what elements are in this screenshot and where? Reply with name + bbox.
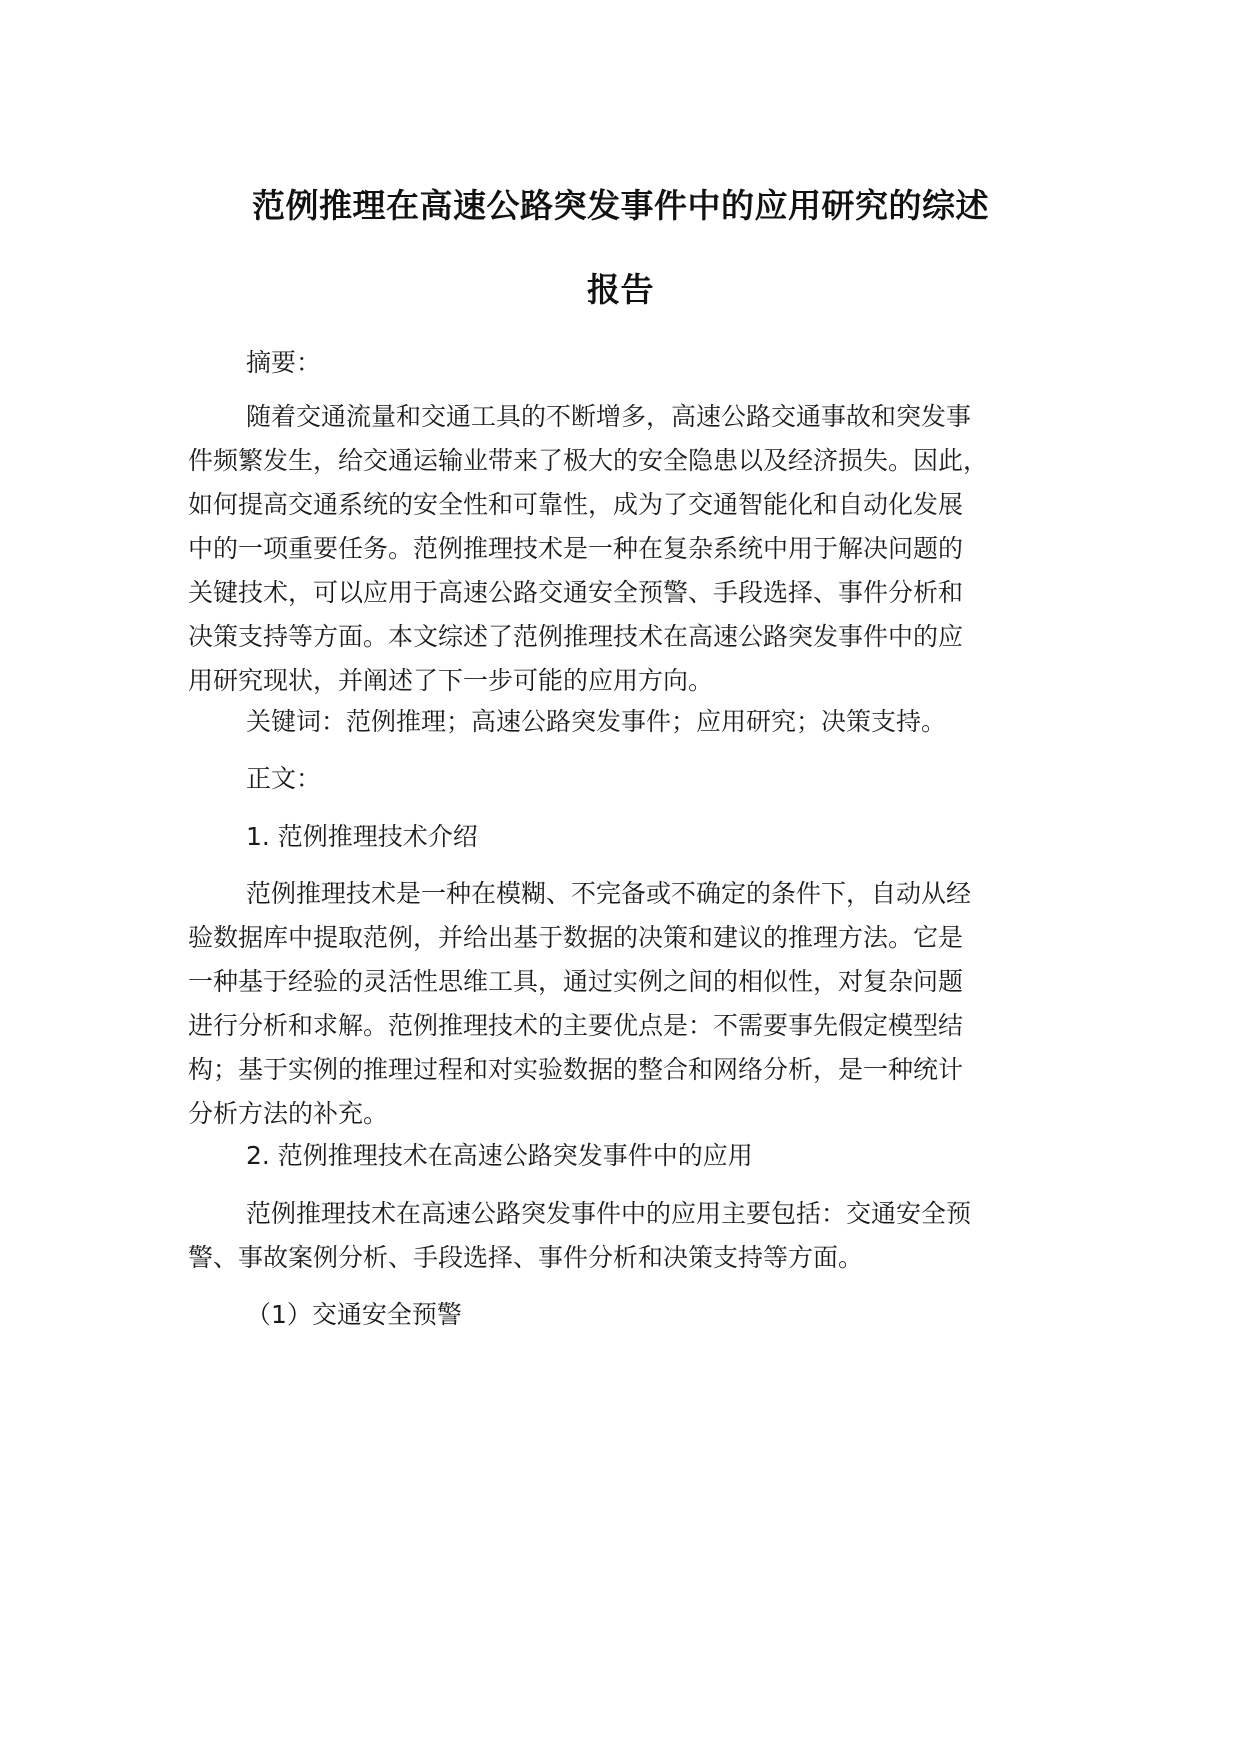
section-1-heading <box>188 815 1088 859</box>
section-2-heading <box>188 1134 1088 1178</box>
section-2-line: 警、事故案例分析、手段选择、事件分析和决策支持等方面。 <box>188 1243 864 1272</box>
abstract-line: 关键技术，可以应用于高速公路交通安全预警、手段选择、事件分析和 <box>188 578 964 607</box>
keywords-text: 关键词：范例推理；高速公路突发事件；应用研究；决策支持。 <box>246 707 947 736</box>
section-1-paragraph <box>188 872 1088 1136</box>
abstract-heading <box>188 341 1088 385</box>
section-2-line: 范例推理技术在高速公路突发事件中的应用主要包括：交通安全预 <box>246 1199 972 1228</box>
section-1-line: 验数据库中提取范例，并给出基于数据的决策和建议的推理方法。它是 <box>188 923 964 952</box>
subsection-1-heading-text: （1）交通安全预警 <box>246 1300 462 1329</box>
document-title-line-1: 范例推理在高速公路突发事件中的应用研究的综述 <box>252 186 989 225</box>
abstract-line: 用研究现状，并阐述了下一步可能的应用方向。 <box>188 666 714 695</box>
abstract-line: 如何提高交通系统的安全性和可靠性，成为了交通智能化和自动化发展 <box>188 490 964 519</box>
document-title-line-2: 报告 <box>587 270 654 309</box>
abstract-line: 件频繁发生，给交通运输业带来了极大的安全隐患以及经济损失。因此， <box>188 446 989 475</box>
section-1-line: 一种基于经验的灵活性思维工具，通过实例之间的相似性，对复杂问题 <box>188 967 964 996</box>
abstract-line: 随着交通流量和交通工具的不断增多，高速公路交通事故和突发事 <box>246 402 972 431</box>
subsection-1-heading <box>188 1293 1088 1337</box>
abstract-heading-text: 摘要： <box>246 348 322 377</box>
body-heading-text: 正文： <box>246 764 322 793</box>
abstract-paragraph <box>188 395 1088 703</box>
abstract-line: 中的一项重要任务。范例推理技术是一种在复杂系统中用于解决问题的 <box>188 534 964 563</box>
section-1-line: 分析方法的补充。 <box>188 1099 389 1128</box>
section-2-paragraph <box>188 1192 1088 1280</box>
keywords-paragraph <box>188 700 1088 744</box>
body-heading <box>188 757 1088 801</box>
section-1-line: 构；基于实例的推理过程和对实验数据的整合和网络分析，是一种统计 <box>188 1055 964 1084</box>
abstract-line: 决策支持等方面。本文综述了范例推理技术在高速公路突发事件中的应 <box>188 622 964 651</box>
section-2-heading-text: 2. 范例推理技术在高速公路突发事件中的应用 <box>246 1141 753 1170</box>
section-1-heading-text: 1. 范例推理技术介绍 <box>246 822 478 851</box>
section-1-line: 进行分析和求解。范例推理技术的主要优点是：不需要事先假定模型结 <box>188 1011 964 1040</box>
section-1-line: 范例推理技术是一种在模糊、不完备或不确定的条件下，自动从经 <box>246 879 972 908</box>
